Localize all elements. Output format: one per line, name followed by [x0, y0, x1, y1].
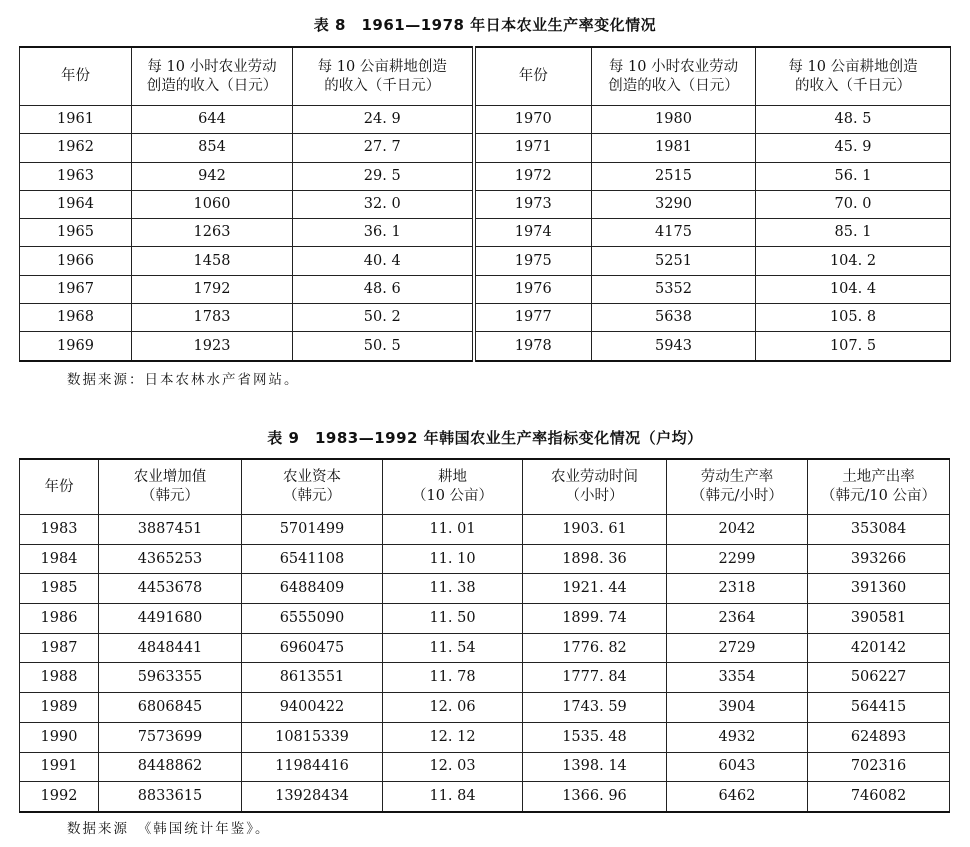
table-cell: 1991	[20, 752, 99, 782]
table-cell: 11. 54	[383, 633, 523, 663]
table-cell: 1776. 82	[523, 633, 667, 663]
table-cell: 1981	[592, 134, 756, 162]
table-cell: 1980	[592, 106, 756, 134]
table-cell: 1458	[132, 247, 293, 275]
table-cell: 12. 12	[383, 722, 523, 752]
table-cell: 4453678	[99, 574, 242, 604]
table-cell: 6960475	[242, 633, 383, 663]
table-cell: 50. 2	[293, 304, 474, 332]
table-cell: 1972	[474, 162, 592, 190]
table-cell: 3904	[667, 693, 808, 723]
header-income-per-land: 每 10 公亩耕地创造 的收入（千日元）	[293, 47, 474, 106]
header-farmland: 耕地 （10 公亩）	[383, 459, 523, 515]
table-cell: 56. 1	[756, 162, 951, 190]
table-8-source-note: 数据来源：日本农林水产省网站。	[67, 372, 300, 388]
table-cell: 12. 03	[383, 752, 523, 782]
table-8-body	[20, 106, 951, 361]
table-cell: 1970	[474, 106, 592, 134]
table-row	[20, 162, 951, 190]
table-cell: 48. 5	[756, 106, 951, 134]
table-cell: 702316	[808, 752, 950, 782]
header-year: 年份	[20, 459, 99, 515]
table-cell: 1964	[20, 190, 132, 218]
table-cell: 8448862	[99, 752, 242, 782]
table-cell: 420142	[808, 633, 950, 663]
table-cell: 746082	[808, 782, 950, 812]
header-income-per-labor-hours: 每 10 小时农业劳动 创造的收入（日元）	[132, 47, 293, 106]
table-cell: 2364	[667, 604, 808, 634]
table-cell: 40. 4	[293, 247, 474, 275]
table-cell: 1976	[474, 275, 592, 303]
table-8-title: 表 8 1961—1978 年日本农业生产率变化情况	[313, 16, 657, 34]
table-cell: 1060	[132, 190, 293, 218]
table-cell: 12. 06	[383, 693, 523, 723]
header-income-per-labor-hours: 每 10 小时农业劳动 创造的收入（日元）	[592, 47, 756, 106]
table-cell: 1965	[20, 219, 132, 247]
table-cell: 1263	[132, 219, 293, 247]
table-row	[20, 752, 950, 782]
table-cell: 24. 9	[293, 106, 474, 134]
table-cell: 8833615	[99, 782, 242, 812]
table-cell: 1963	[20, 162, 132, 190]
table-cell: 1989	[20, 693, 99, 723]
table-row	[20, 304, 951, 332]
table-cell: 11. 01	[383, 515, 523, 545]
table-cell: 391360	[808, 574, 950, 604]
table-cell: 6555090	[242, 604, 383, 634]
table-cell: 393266	[808, 544, 950, 574]
table-cell: 5701499	[242, 515, 383, 545]
header-land-productivity: 土地产出率 （韩元/10 公亩）	[808, 459, 950, 515]
table-cell: 1535. 48	[523, 722, 667, 752]
table-header-row	[20, 459, 950, 515]
table-cell: 1978	[474, 332, 592, 361]
table-cell: 624893	[808, 722, 950, 752]
header-income-per-land: 每 10 公亩耕地创造 的收入（千日元）	[756, 47, 951, 106]
table-cell: 10815339	[242, 722, 383, 752]
table-row	[20, 106, 951, 134]
table-cell: 85. 1	[756, 219, 951, 247]
table-cell: 2299	[667, 544, 808, 574]
table-cell: 7573699	[99, 722, 242, 752]
header-value-added: 农业增加值 （韩元）	[99, 459, 242, 515]
table-cell: 390581	[808, 604, 950, 634]
table-cell: 4175	[592, 219, 756, 247]
table-cell: 1992	[20, 782, 99, 812]
table-row	[20, 275, 951, 303]
table-cell: 2318	[667, 574, 808, 604]
table-cell: 1986	[20, 604, 99, 634]
table-cell: 36. 1	[293, 219, 474, 247]
table-row	[20, 782, 950, 812]
table-cell: 1973	[474, 190, 592, 218]
table-cell: 644	[132, 106, 293, 134]
table-cell: 4365253	[99, 544, 242, 574]
table-cell: 3354	[667, 663, 808, 693]
table-cell: 1962	[20, 134, 132, 162]
table-cell: 50. 5	[293, 332, 474, 361]
table-cell: 70. 0	[756, 190, 951, 218]
table-cell: 506227	[808, 663, 950, 693]
table-cell: 13928434	[242, 782, 383, 812]
table-cell: 1792	[132, 275, 293, 303]
table-cell: 3290	[592, 190, 756, 218]
table-cell: 11. 10	[383, 544, 523, 574]
table-cell: 1903. 61	[523, 515, 667, 545]
table-cell: 4491680	[99, 604, 242, 634]
header-labor-productivity: 劳动生产率 （韩元/小时）	[667, 459, 808, 515]
table-cell: 29. 5	[293, 162, 474, 190]
table-row	[20, 544, 950, 574]
table-cell: 2515	[592, 162, 756, 190]
header-year: 年份	[20, 47, 132, 106]
table-cell: 1398. 14	[523, 752, 667, 782]
table-cell: 854	[132, 134, 293, 162]
table-cell: 1743. 59	[523, 693, 667, 723]
table-row	[20, 633, 950, 663]
header-capital: 农业资本 （韩元）	[242, 459, 383, 515]
table-cell: 6462	[667, 782, 808, 812]
table-cell: 1366. 96	[523, 782, 667, 812]
table-cell: 5638	[592, 304, 756, 332]
table-cell: 1975	[474, 247, 592, 275]
table-cell: 2042	[667, 515, 808, 545]
table-cell: 107. 5	[756, 332, 951, 361]
table-row	[20, 663, 950, 693]
table-cell: 11. 50	[383, 604, 523, 634]
table-cell: 353084	[808, 515, 950, 545]
table-row	[20, 574, 950, 604]
header-year: 年份	[474, 47, 592, 106]
table-cell: 32. 0	[293, 190, 474, 218]
table-cell: 564415	[808, 693, 950, 723]
table-cell: 11. 78	[383, 663, 523, 693]
table-cell: 1974	[474, 219, 592, 247]
table-cell: 5963355	[99, 663, 242, 693]
table-row	[20, 247, 951, 275]
table-cell: 45. 9	[756, 134, 951, 162]
table-cell: 105. 8	[756, 304, 951, 332]
table-row	[20, 332, 951, 361]
table-cell: 1977	[474, 304, 592, 332]
table-cell: 942	[132, 162, 293, 190]
table-cell: 104. 4	[756, 275, 951, 303]
table-row	[20, 190, 951, 218]
japan-productivity-table	[19, 46, 951, 362]
table-row	[20, 604, 950, 634]
table-cell: 104. 2	[756, 247, 951, 275]
table-cell: 8613551	[242, 663, 383, 693]
table-cell: 1898. 36	[523, 544, 667, 574]
table-cell: 1961	[20, 106, 132, 134]
table-cell: 1966	[20, 247, 132, 275]
table-row	[20, 722, 950, 752]
table-cell: 1988	[20, 663, 99, 693]
table-cell: 5352	[592, 275, 756, 303]
table-row	[20, 515, 950, 545]
table-cell: 2729	[667, 633, 808, 663]
table-9-source-note: 数据来源 《韩国统计年鉴》。	[67, 821, 271, 837]
table-cell: 1968	[20, 304, 132, 332]
table-cell: 1983	[20, 515, 99, 545]
table-cell: 1921. 44	[523, 574, 667, 604]
table-cell: 6541108	[242, 544, 383, 574]
table-cell: 5943	[592, 332, 756, 361]
table-cell: 1899. 74	[523, 604, 667, 634]
table-cell: 6488409	[242, 574, 383, 604]
table-cell: 27. 7	[293, 134, 474, 162]
table-cell: 3887451	[99, 515, 242, 545]
table-cell: 1987	[20, 633, 99, 663]
table-cell: 4932	[667, 722, 808, 752]
table-header-row	[20, 47, 951, 106]
table-row	[20, 219, 951, 247]
table-cell: 1923	[132, 332, 293, 361]
table-cell: 1985	[20, 574, 99, 604]
table-cell: 1990	[20, 722, 99, 752]
table-cell: 9400422	[242, 693, 383, 723]
table-row	[20, 693, 950, 723]
table-cell: 48. 6	[293, 275, 474, 303]
table-9-body	[20, 515, 950, 812]
header-labor-hours: 农业劳动时间 （小时）	[523, 459, 667, 515]
table-cell: 1969	[20, 332, 132, 361]
table-cell: 4848441	[99, 633, 242, 663]
table-row	[20, 134, 951, 162]
table-9-title: 表 9 1983—1992 年韩国农业生产率指标变化情况（户均）	[267, 429, 703, 447]
table-cell: 1967	[20, 275, 132, 303]
table-cell: 11984416	[242, 752, 383, 782]
table-cell: 6043	[667, 752, 808, 782]
table-cell: 5251	[592, 247, 756, 275]
table-cell: 11. 38	[383, 574, 523, 604]
table-cell: 6806845	[99, 693, 242, 723]
table-cell: 1984	[20, 544, 99, 574]
table-cell: 1783	[132, 304, 293, 332]
table-cell: 1971	[474, 134, 592, 162]
table-cell: 1777. 84	[523, 663, 667, 693]
table-cell: 11. 84	[383, 782, 523, 812]
korea-productivity-table	[19, 458, 950, 813]
